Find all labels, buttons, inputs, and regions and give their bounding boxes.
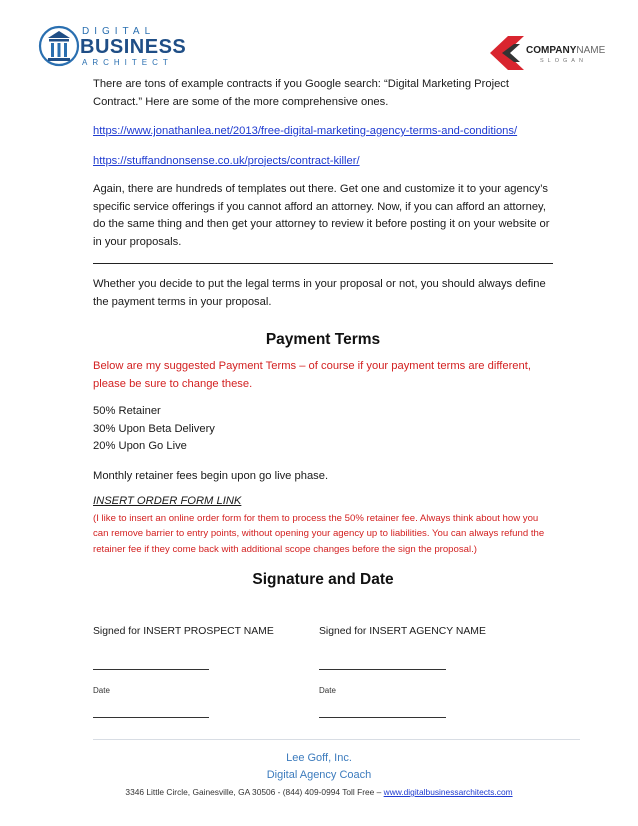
term-beta-delivery: 30% Upon Beta Delivery — [93, 422, 215, 435]
footer-title: Digital Agency Coach — [266, 769, 372, 781]
footer-company: Lee Goff, Inc. — [286, 752, 352, 764]
section-divider — [93, 263, 553, 264]
digital-business-architect-logo — [38, 22, 187, 70]
company-name-logo — [488, 36, 606, 72]
company-word: COMPANY — [526, 45, 577, 56]
signed-for-prospect-label: Signed for INSERT PROSPECT NAME — [93, 626, 274, 637]
term-go-live: 20% Upon Go Live — [93, 440, 187, 452]
legal-terms-paragraph: Whether you decide to put the legal terms in your proposal or not, you should always define the payment terms in your proposal. — [93, 278, 546, 308]
intro-paragraph: There are tons of example contracts if you Google search: “Digital Marketing Project Contract.” Here are some of the more comprehensive ones. — [93, 78, 509, 108]
signature-date-heading: Signature and Date — [252, 571, 394, 588]
jonathanlea-link[interactable]: https://www.jonathanlea.net/2013/free-digital-marketing-agency-terms-and-conditions/ — [93, 125, 518, 137]
slogan-text: SLOGAN — [540, 58, 587, 64]
term-retainer: 50% Retainer — [93, 405, 161, 417]
logo-line-business: BUSINESS — [80, 36, 187, 58]
footer-contact — [0, 787, 638, 797]
main-content — [93, 76, 553, 589]
agency-signature-line[interactable] — [319, 669, 446, 670]
signed-for-agency-label: Signed for INSERT AGENCY NAME — [319, 626, 486, 637]
order-form-note: (I like to insert an online order form for them to process the 50% retainer fee. Always think about how you can remove barrier to entry points, without opening your agency up to liabilities. You can always refund the retainer fee if they come back with additional scope changes before the sign the proposal.) — [93, 512, 545, 555]
payment-terms-note: Below are my suggested Payment Terms – of course if your payment terms are different, please be sure to change these. — [93, 360, 531, 390]
chevron-logo-icon — [488, 36, 524, 70]
column-emblem-icon — [38, 24, 80, 68]
prospect-date-label: Date — [93, 686, 110, 695]
company-name-text — [526, 45, 605, 56]
agency-date-line[interactable] — [319, 717, 446, 718]
footer-website-link[interactable]: www.digitalbusinessarchitects.com — [383, 787, 513, 797]
logo-line-digital: DIGITAL — [82, 26, 156, 37]
templates-paragraph: Again, there are hundreds of templates out there. Get one and customize it to your agency’s specific service offerings if you cannot afford an attorney. Now, if you can afford an attorney, do the same thing and then get your attorney to review it before posting it on your website or in your proposals. — [93, 183, 550, 248]
footer-divider — [93, 739, 580, 740]
logo-line-architect: ARCHITECT — [82, 58, 173, 67]
contract-killer-link[interactable]: https://stuffandnonsense.co.uk/projects/contract-killer/ — [93, 154, 360, 167]
footer-address: 3346 Little Circle, Gainesville, GA 30506 - (844) 409-0994 Toll Free – — [125, 787, 384, 797]
order-form-link[interactable]: INSERT ORDER FORM LINK — [93, 495, 242, 507]
payment-terms-heading: Payment Terms — [265, 331, 381, 348]
prospect-date-line[interactable] — [93, 717, 209, 718]
agency-date-label: Date — [319, 686, 336, 695]
prospect-signature-line[interactable] — [93, 669, 209, 670]
monthly-retainer-text: Monthly retainer fees begin upon go live phase. — [93, 469, 329, 482]
name-word: NAME — [576, 45, 606, 56]
